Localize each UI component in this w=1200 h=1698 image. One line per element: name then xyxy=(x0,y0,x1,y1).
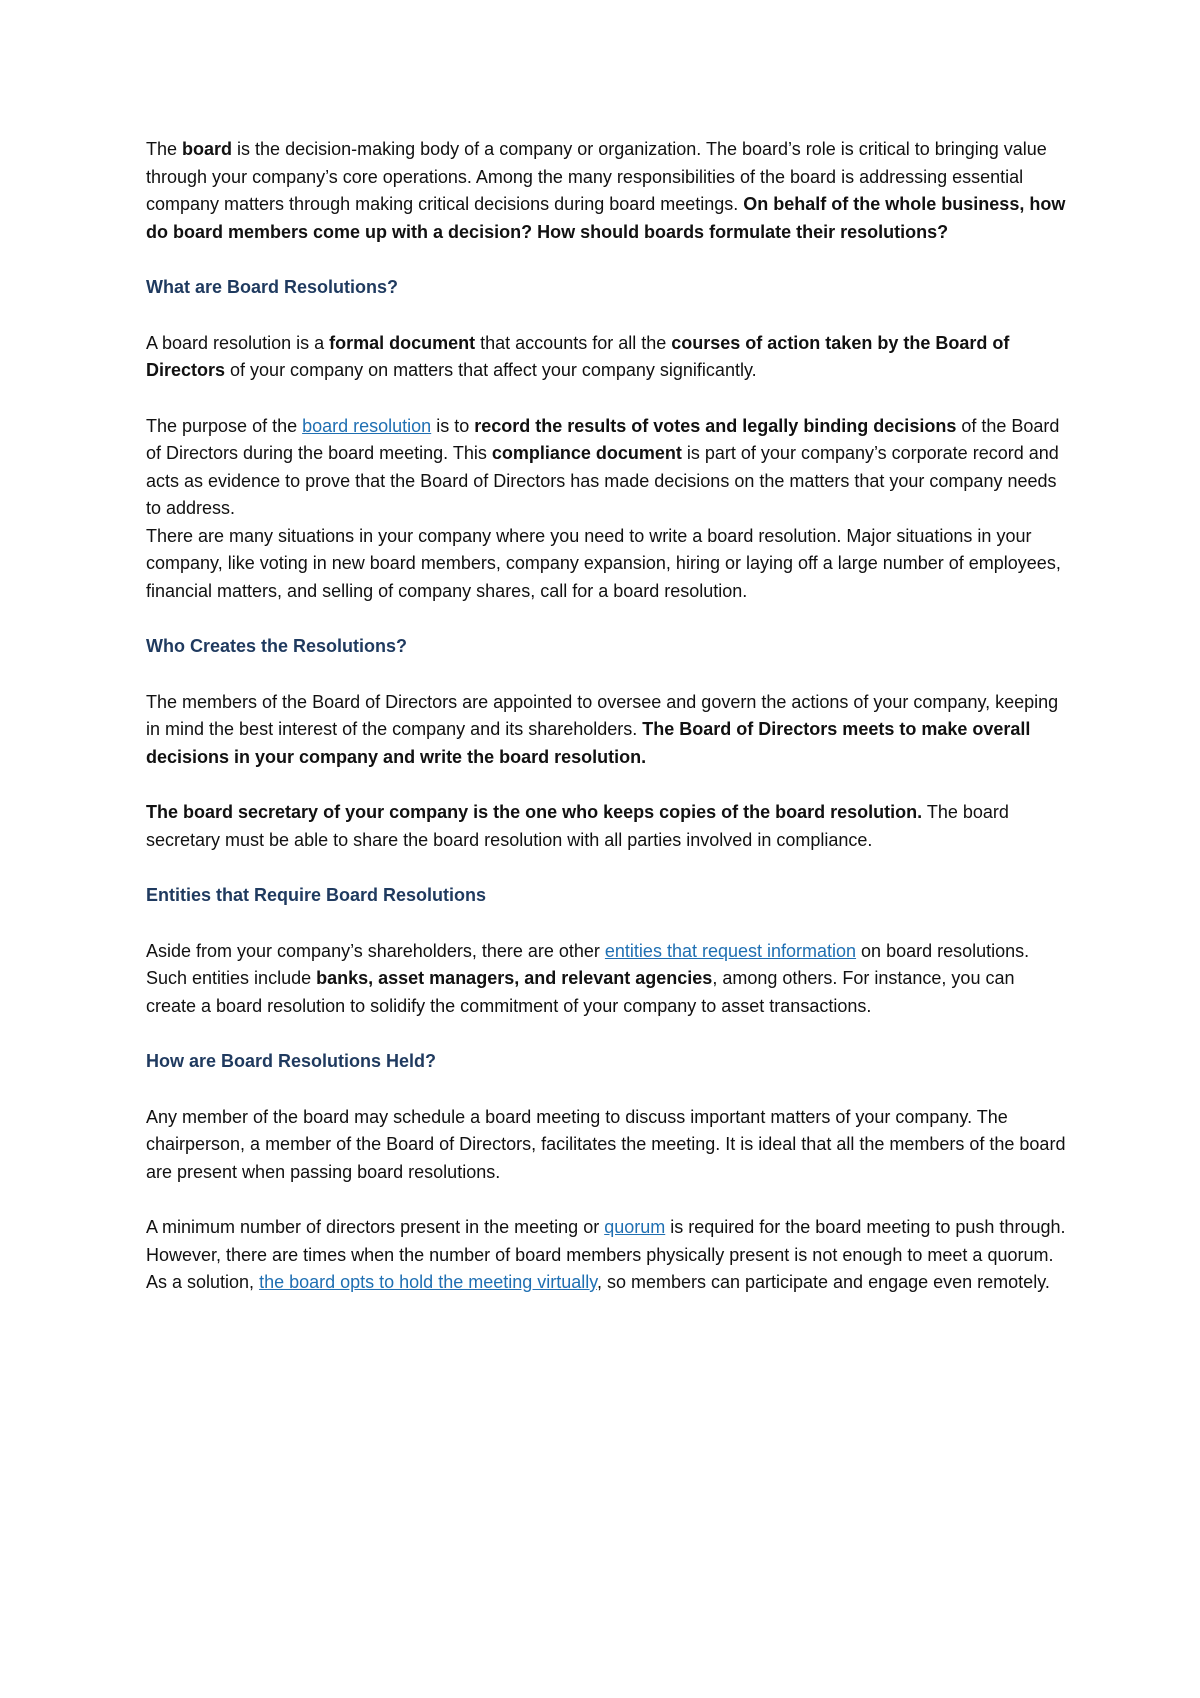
text: is to xyxy=(431,415,475,436)
bold-text: courses of action taken by the Board of Directors xyxy=(146,332,1010,380)
bold-text: The board secretary of your company is the one who keeps copies of the board resolution. xyxy=(146,802,923,822)
text: A minimum number of directors present in the meeting or xyxy=(146,1217,605,1237)
intro-paragraph xyxy=(146,136,1066,246)
bold-text: formal document xyxy=(329,332,476,353)
text: is required for the board meeting to push through. However, there are times when the number of board members physically present is not enough to meet a quorum. As a solution, xyxy=(146,1217,1066,1292)
virtual-meeting-link[interactable]: the board opts to hold the meeting virtually xyxy=(259,1272,597,1292)
paragraph-quorum xyxy=(146,1214,1066,1297)
document-page xyxy=(146,136,1066,1297)
text: , so members can participate and engage even remotely. xyxy=(596,1272,1050,1292)
text: The purpose of the xyxy=(146,415,303,436)
text: of your company on matters that affect your company significantly. xyxy=(225,360,757,380)
bold-text: board xyxy=(182,139,233,159)
text: A board resolution is a xyxy=(146,332,330,353)
text: The xyxy=(146,139,183,159)
text: The board secretary must be able to share the board resolution with all parties involved in compliance. xyxy=(146,802,1009,850)
text: is part of your company’s corporate record and acts as evidence to prove that the Board of Directors has made decisions on the matters that your company needs to address. xyxy=(146,443,1059,518)
text: , among others. For instance, you can create a board resolution to solidify the commitment of your company to asset transactions. xyxy=(146,968,1015,1016)
quorum-link[interactable]: quorum xyxy=(604,1217,666,1237)
heading-entities-require-resolutions: Entities that Require Board Resolutions xyxy=(146,885,487,905)
paragraph-schedule-meeting: Any member of the board may schedule a board meeting to discuss important matters of your company. The chairperson, a member of the Board of Directors, facilitates the meeting. It is ideal that all the members of the board are present when passing board resolutions. xyxy=(146,1106,1066,1182)
heading-what-are-board-resolutions: What are Board Resolutions? xyxy=(146,277,399,297)
paragraph-situations: There are many situations in your company where you need to write a board resolution. Major situations in your company, like voting in new board members, company expansion, hiring or laying off a large number of employees, financial matters, and selling of company shares, call for a board resolution. xyxy=(146,525,1061,601)
paragraph-board-members xyxy=(146,689,1066,772)
heading-who-creates-resolutions: Who Creates the Resolutions? xyxy=(146,636,408,656)
paragraph-purpose xyxy=(146,413,1066,523)
text: of the Board of Directors during the board meeting. This xyxy=(146,415,1060,463)
bold-text: compliance document xyxy=(491,443,682,463)
text: Aside from your company’s shareholders, there are other xyxy=(146,940,605,961)
heading-how-resolutions-held: How are Board Resolutions Held? xyxy=(146,1051,437,1071)
bold-text: The Board of Directors meets to make overall decisions in your company and write the board resolution. xyxy=(146,719,1031,767)
board-resolution-link[interactable]: board resolution xyxy=(302,415,432,436)
text: The members of the Board of Directors are appointed to oversee and govern the actions of your company, keeping in mind the best interest of the company and its shareholders. xyxy=(146,691,1059,739)
bold-text: record the results of votes and legally binding decisions xyxy=(474,415,957,436)
text: is the decision-making body of a company or organization. The board’s role is critical to bringing value through your company’s core operations. Among the many responsibilities of the board is addressing essential company matters through making critical decisions during board meetings. xyxy=(146,139,1047,214)
bold-question: On behalf of the whole business, how do board members come up with a decision? How should boards formulate their resolutions? xyxy=(146,194,1066,242)
entities-request-information-link[interactable]: entities that request information xyxy=(604,940,857,961)
text: on board resolutions. Such entities include xyxy=(146,940,1030,988)
paragraph-board-secretary xyxy=(146,799,1066,854)
paragraph-definition xyxy=(146,330,1066,385)
text: that accounts for all the xyxy=(475,332,672,353)
bold-text: banks, asset managers, and relevant agencies xyxy=(316,968,713,988)
paragraph-entities xyxy=(146,938,1066,1021)
